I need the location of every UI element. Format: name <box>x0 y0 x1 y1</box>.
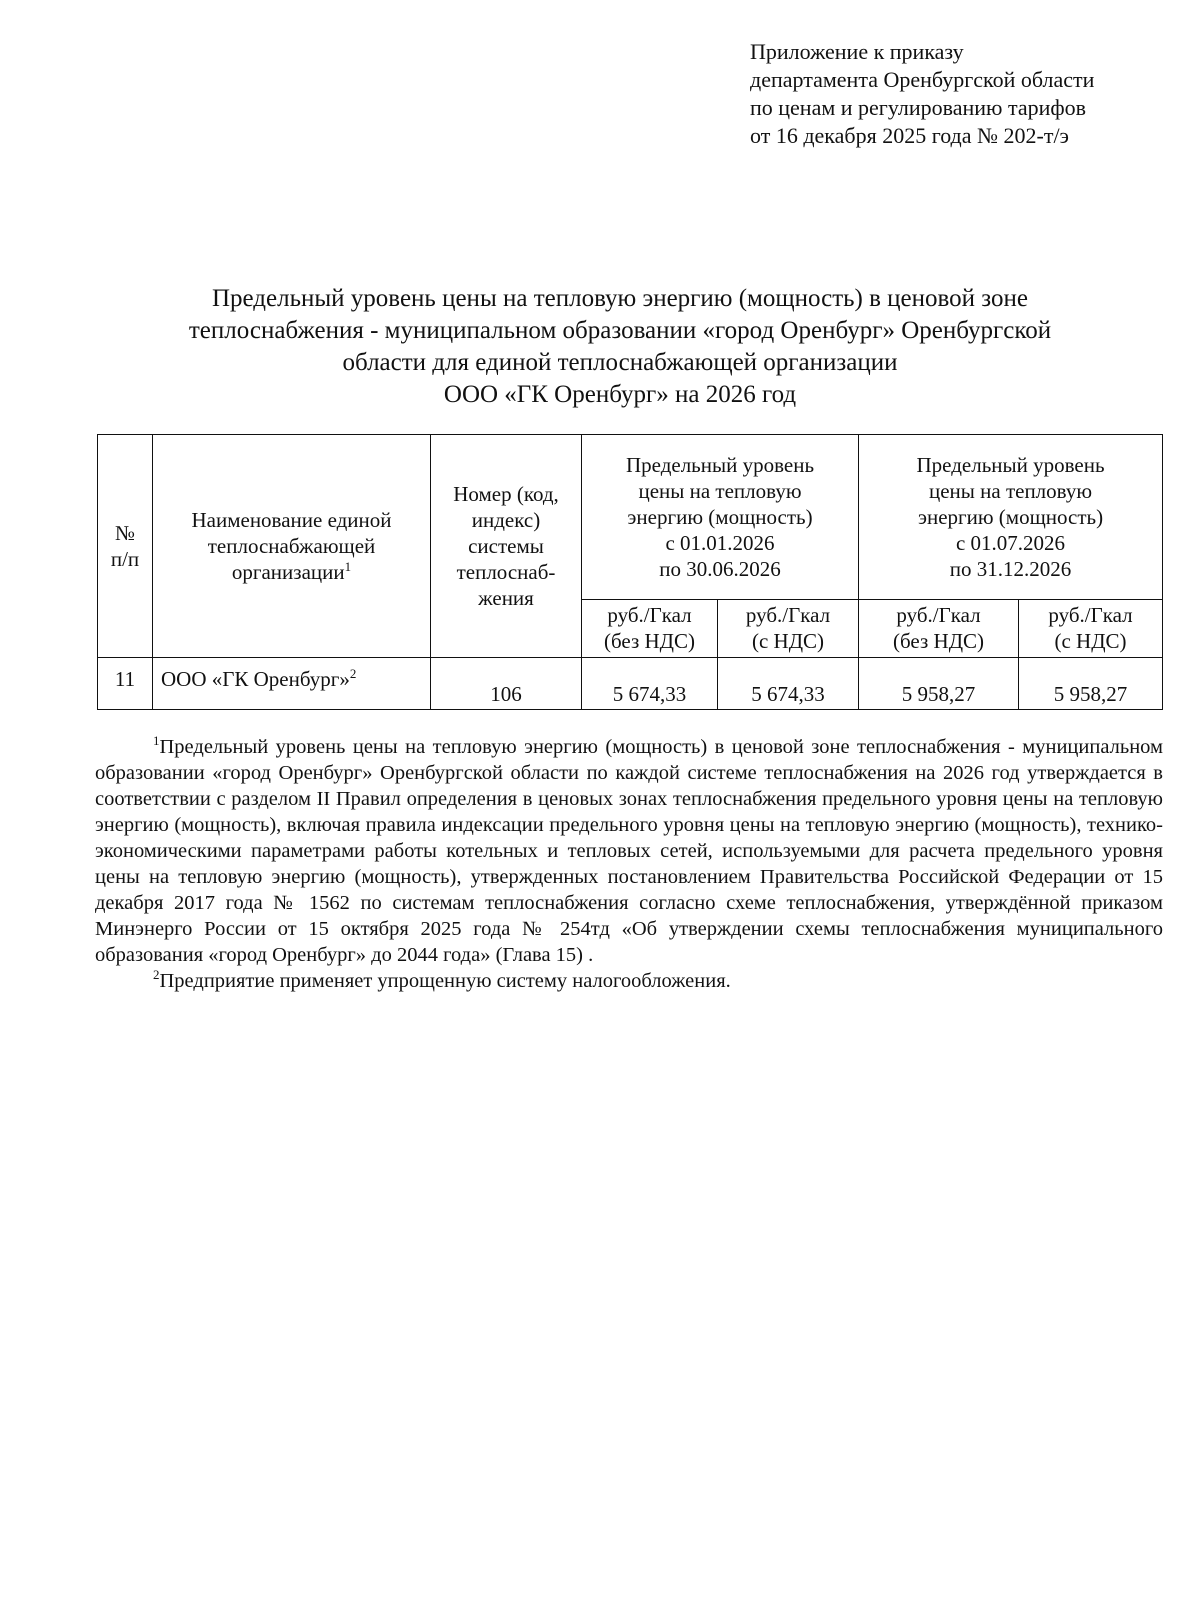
header-system-code: Номер (код, индекс) системы теплоснаб- жения <box>431 435 582 658</box>
unit-p1-vat: руб./Гкал (с НДС) <box>718 599 859 657</box>
footnote-1: $^1$Предельный уровень цены на тепловую энергию (мощность) в ценовой зоне теплоснабжения - муниципальном образовании «город Оренбург» Оренбургской области по каждой системе теплоснабжения на 2026 год утверждается в соответствии с разделом II Правил определения в ценовых зонах теплоснабжения предельного уровня цены на тепловую энергию (мощность), включая правила индексации предельного уровня цены на тепловую энергию (мощность), технико-экономическими параметрами работы котельных и тепловых сетей, используемыми для расчета предельного уровня цены на тепловую энергию (мощность), утвержденных постановлением Правительства Российской Федерации от 15 декабря 2017 года № 1562 по системам теплоснабжения согласно схеме теплоснабжения, утверждённой приказом Минэнерго России от 15 октября 2025 года № 254тд «Об утверждении схемы теплоснабжения муниципального образования «город Оренбург» до 2044 года» (Глава 15) . <box>95 733 1163 966</box>
row-org-name: ООО «ГК Оренбург»$^2$ <box>153 657 431 709</box>
appendix-line: по ценам и регулированию тарифов <box>750 95 1087 120</box>
header-number: № п/п <box>98 435 153 658</box>
title-line: ООО «ГК Оренбург» на 2026 год <box>443 381 797 408</box>
header-org-name: Наименование единой теплоснабжающей организации$^1$ <box>153 435 431 658</box>
unit-p2-novat: руб./Гкал (без НДС) <box>859 599 1019 657</box>
unit-p1-novat: руб./Гкал (без НДС) <box>582 599 718 657</box>
footnote-2: $^2$Предприятие применяет упрощенную систему налогообложения. <box>153 967 731 992</box>
row-p2-vat: 5 958,27 <box>1019 657 1163 709</box>
appendix-line: Приложение к приказу <box>750 39 964 64</box>
appendix-line: от 16 декабря 2025 года № 202-т/э <box>750 123 1069 148</box>
footnote-ref: 2 <box>349 665 357 681</box>
header-period-1: Предельный уровень цены на тепловую энергию (мощность) с 01.01.2026 по 30.06.2026 <box>582 435 859 600</box>
table-row <box>98 657 1163 709</box>
footnote-mark: 2 <box>153 967 160 983</box>
unit-p2-vat: руб./Гкал (с НДС) <box>1019 599 1163 657</box>
footnote-mark: 1 <box>153 733 160 749</box>
tariff-table <box>97 434 1163 710</box>
title-line: теплоснабжения - муниципальном образовании «город Оренбург» Оренбургской <box>188 317 1052 344</box>
footnote-ref: 1 <box>344 558 352 574</box>
table-header-row <box>98 435 1163 600</box>
appendix-line: департамента Оренбургской области <box>750 67 1095 92</box>
document-title <box>60 283 1180 411</box>
row-system-code: 106 <box>431 657 582 709</box>
header-period-2: Предельный уровень цены на тепловую энергию (мощность) с 01.07.2026 по 31.12.2026 <box>859 435 1163 600</box>
row-p1-vat: 5 674,33 <box>718 657 859 709</box>
row-number: 11 <box>98 657 153 709</box>
row-p1-novat: 5 674,33 <box>582 657 718 709</box>
footnotes <box>95 734 1163 994</box>
title-line: Предельный уровень цены на тепловую энергию (мощность) в ценовой зоне <box>211 285 1028 312</box>
appendix-header <box>750 38 1170 150</box>
row-p2-novat: 5 958,27 <box>859 657 1019 709</box>
title-line: области для единой теплоснабжающей организации <box>342 349 898 376</box>
